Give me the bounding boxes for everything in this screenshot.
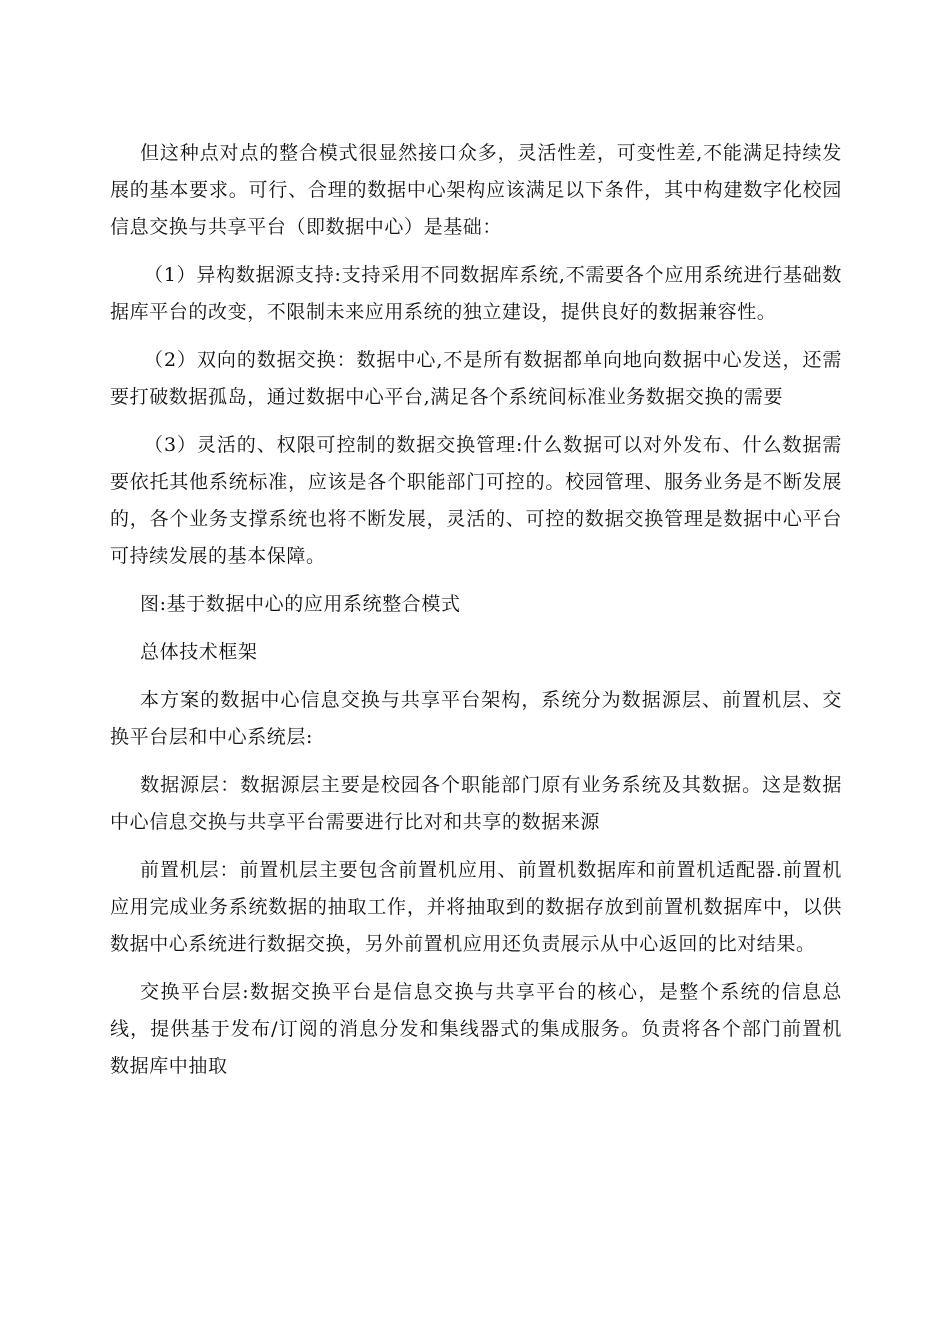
paragraph-data-source-layer: 数据源层：数据源层主要是校园各个职能部门原有业务系统及其数据。这是数据中心信息交换与共享平台需要进行比对和共享的数据来源 — [110, 774, 842, 833]
document-body — [110, 135, 842, 1096]
paragraph-condition-2: （2）双向的数据交换：数据中心,不是所有数据都单向地向数据中心发送，还需要打破数据孤岛，通过数据中心平台,满足各个系统间标准业务数据交换的需要 — [110, 349, 842, 408]
paragraph-intro: 但这种点对点的整合模式很显然接口众多，灵活性差，可变性差,不能满足持续发展的基本要求。可行、合理的数据中心架构应该满足以下条件，其中构建数字化校园信息交换与共享平台（即数据中心）是基础： — [110, 142, 842, 238]
paragraph-exchange-platform-layer: 交换平台层:数据交换平台是信息交换与共享平台的核心，是整个系统的信息总线，提供基于发布/订阅的消息分发和集线器式的集成服务。负责将各个部门前置机数据库中抽取 — [110, 981, 842, 1077]
paragraph-architecture: 本方案的数据中心信息交换与共享平台架构，系统分为数据源层、前置机层、交换平台层和中心系统层: — [110, 689, 842, 748]
paragraph-condition-3: （3）灵活的、权限可控制的数据交换管理:什么数据可以对外发布、什么数据需要依托其他系统标准，应该是各个职能部门可控的。校园管理、服务业务是不断发展的，各个业务支撑系统也将不断发展，灵活的、可控的数据交换管理是数据中心平台可持续发展的基本保障。 — [110, 434, 842, 567]
section-heading: 总体技术框架 — [140, 641, 258, 663]
paragraph-front-end-layer: 前置机层：前置机层主要包含前置机应用、前置机数据库和前置机适配器.前置机应用完成业务系统数据的抽取工作，并将抽取到的数据存放到前置机数据库中，以供数据中心系统进行数据交换，另外前置机应用还负责展示从中心返回的比对结果。 — [110, 859, 842, 955]
paragraph-condition-1: （1）异构数据源支持:支持采用不同数据库系统,不需要各个应用系统进行基础数据库平台的改变，不限制未来应用系统的独立建设，提供良好的数据兼容性。 — [110, 264, 842, 323]
figure-caption: 图:基于数据中心的应用系统整合模式 — [140, 593, 461, 615]
